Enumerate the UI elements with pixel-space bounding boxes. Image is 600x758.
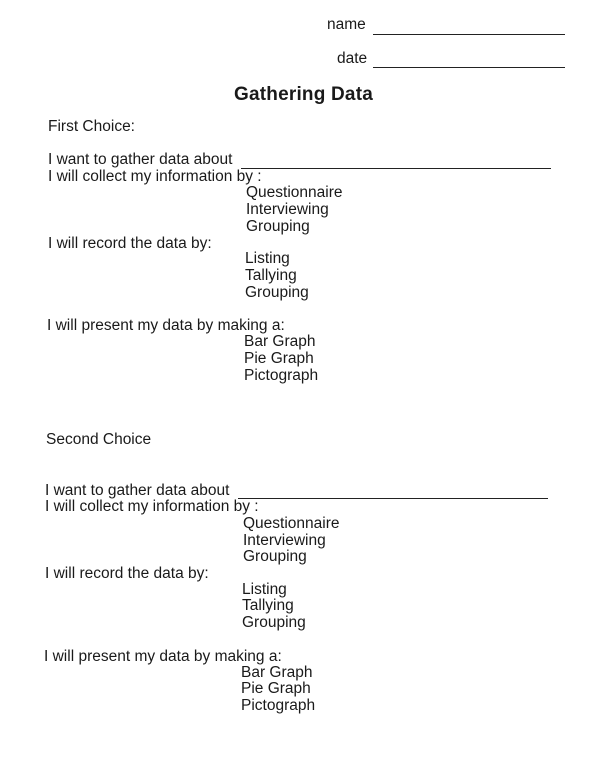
- first-collect-option-interviewing: Interviewing: [246, 201, 329, 218]
- date-label: date: [337, 50, 368, 67]
- second-present-option-bar-graph: Bar Graph: [241, 664, 313, 681]
- first-record-option-grouping: Grouping: [245, 284, 309, 301]
- second-record-label: I will record the data by:: [45, 565, 209, 582]
- date-blank-line[interactable]: [373, 67, 565, 68]
- first-record-option-listing: Listing: [245, 250, 290, 267]
- second-collect-option-grouping: Grouping: [243, 548, 307, 565]
- first-collect-option-grouping: Grouping: [246, 218, 310, 235]
- name-blank-line[interactable]: [373, 34, 565, 35]
- first-present-label: I will present my data by making a:: [47, 317, 285, 334]
- second-present-option-pictograph: Pictograph: [241, 697, 316, 714]
- second-collect-option-questionnaire: Questionnaire: [243, 515, 340, 532]
- second-present-option-pie-graph: Pie Graph: [241, 680, 311, 697]
- first-record-label: I will record the data by:: [48, 235, 212, 252]
- second-collect-label: I will collect my information by :: [45, 498, 259, 515]
- second-collect-option-interviewing: Interviewing: [243, 532, 326, 549]
- second-gather-blank-line[interactable]: [238, 498, 548, 499]
- name-label: name: [327, 16, 366, 33]
- second-present-label: I will present my data by making a:: [44, 648, 282, 665]
- first-record-option-tallying: Tallying: [245, 267, 297, 284]
- first-present-option-pictograph: Pictograph: [244, 367, 319, 384]
- first-gather-blank-line[interactable]: [241, 168, 551, 169]
- first-collect-label: I will collect my information by :: [48, 168, 262, 185]
- page-title: Gathering Data: [234, 84, 373, 105]
- first-gather-label: I want to gather data about: [48, 151, 233, 168]
- first-present-option-pie-graph: Pie Graph: [244, 350, 314, 367]
- second-record-option-tallying: Tallying: [242, 597, 294, 614]
- second-gather-label: I want to gather data about: [45, 482, 230, 499]
- second-record-option-grouping: Grouping: [242, 614, 306, 631]
- first-collect-option-questionnaire: Questionnaire: [246, 184, 343, 201]
- second-choice-heading: Second Choice: [46, 431, 152, 448]
- first-present-option-bar-graph: Bar Graph: [244, 333, 316, 350]
- second-record-option-listing: Listing: [242, 581, 287, 598]
- first-choice-heading: First Choice:: [48, 118, 135, 135]
